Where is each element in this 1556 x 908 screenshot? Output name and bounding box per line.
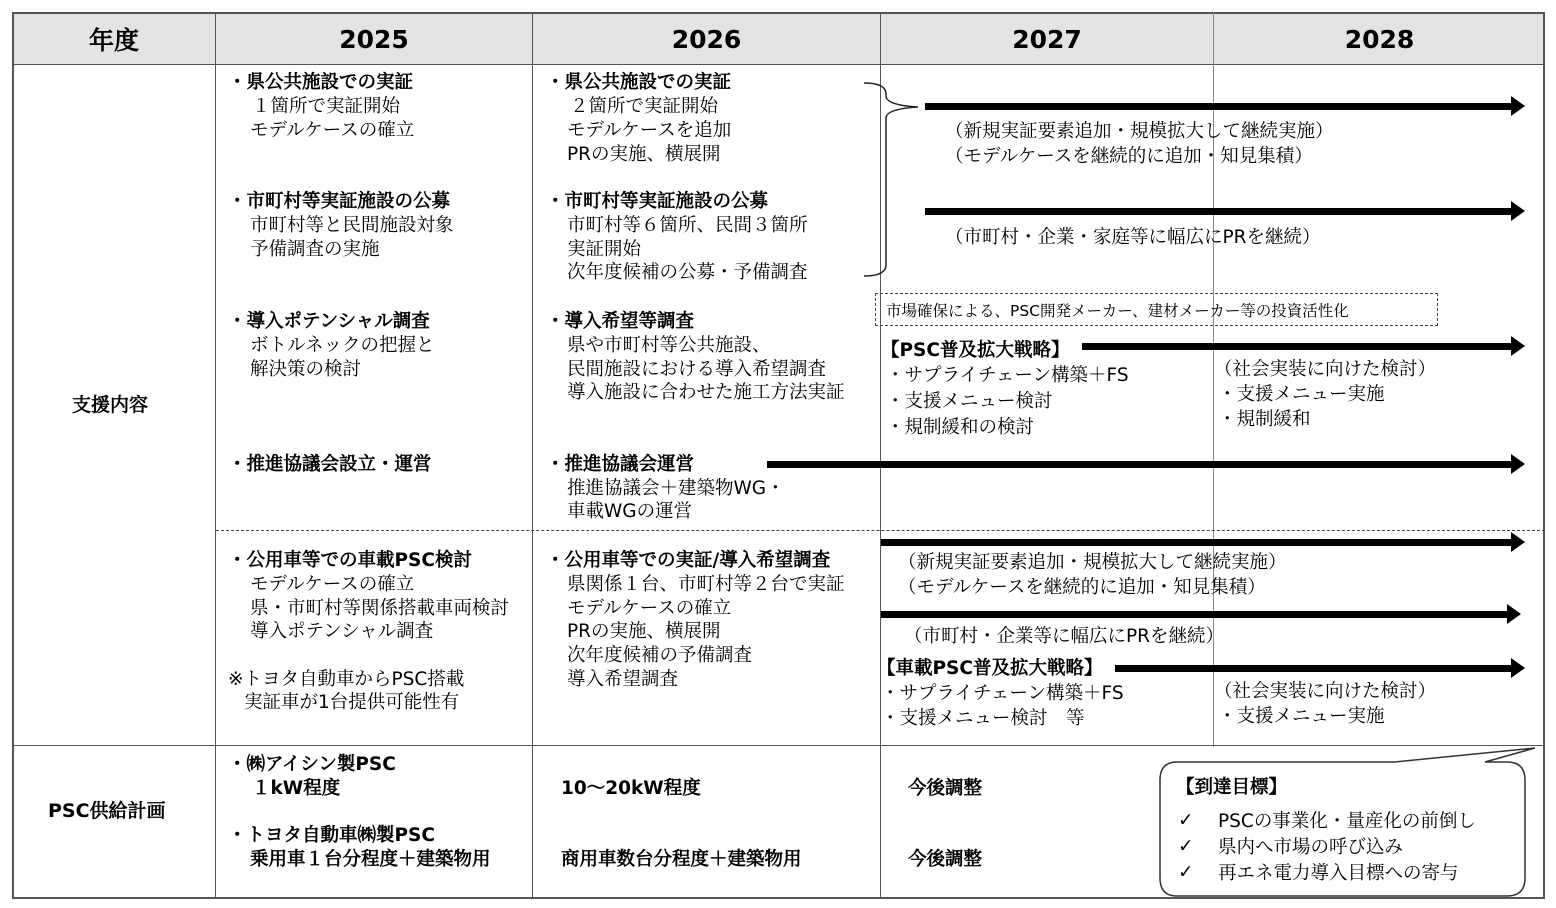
- header-2027: 2027: [881, 14, 1213, 64]
- y2025-b2-line1: 市町村等と民間施設対象: [250, 215, 454, 236]
- y2025-b3-title: ・導入ポテンシャル調査: [228, 311, 430, 332]
- y2026-b1-line2: モデルケースを追加: [567, 120, 732, 141]
- vehicle-strategy-title: 【車載PSC普及拡大戦略】: [877, 658, 1103, 679]
- y2026-b1-line1: ２箇所で実証開始: [570, 96, 719, 117]
- vehicle-a1-line2: （モデルケースを継続的に追加・知見集積）: [898, 577, 1266, 598]
- y2026-b2-line1: 市町村等６箇所、民間３箇所: [567, 215, 808, 236]
- col-divider-1: [215, 12, 216, 899]
- psc-strategy-line2: ・支援メニュー検討: [886, 391, 1053, 412]
- y2026-b4-line2: 車載WGの運営: [567, 501, 693, 522]
- supply-2027-line2: 今後調整: [908, 849, 983, 870]
- social-title: （社会実装に向けた検討）: [1214, 359, 1437, 380]
- arrow-municipal-pr: [925, 208, 1513, 215]
- y2026-b5-line4: 次年度候補の予備調査: [567, 645, 753, 666]
- goal-item-text: 再エネ電力導入目標への寄与: [1218, 863, 1459, 884]
- arrow-psc-strategy: [1082, 343, 1513, 350]
- y2025-b3-line1: ボトルネックの把握と: [250, 335, 435, 356]
- header-year-label: 年度: [13, 14, 215, 64]
- header-2025: 2025: [216, 14, 532, 64]
- psc-strategy-line3: ・規制緩和の検討: [886, 417, 1035, 438]
- arrow-vehicle-demo: [881, 539, 1513, 546]
- y2025-b5-title: ・公用車等での車載PSC検討: [228, 550, 472, 571]
- supply-2026-line1: 10～20kW程度: [561, 778, 701, 799]
- social-line1: ・支援メニュー実施: [1218, 384, 1385, 405]
- later-a1-line2: （モデルケースを継続的に追加・知見集積）: [945, 146, 1313, 167]
- y2026-b4-title: ・推進協議会運営: [546, 454, 695, 475]
- header-divider: [12, 64, 1545, 65]
- vehicle-social-line1: ・支援メニュー実施: [1218, 706, 1385, 727]
- y2026-b1-line3: PRの実施、横展開: [567, 144, 721, 165]
- goal-item: [1178, 833, 1476, 859]
- y2026-b3-line3: 導入施設に合わせた施工方法実証: [567, 382, 845, 403]
- y2025-b5-line1: モデルケースの確立: [250, 574, 415, 595]
- vehicle-strategy-line1: ・サプライチェーン構築＋FS: [881, 683, 1124, 704]
- y2025-b5-line2: 県・市町村等関係搭載車両検討: [250, 598, 510, 619]
- arrow-vehicle-pr: [881, 611, 1509, 618]
- goal-title: 【到達目標】: [1176, 777, 1288, 798]
- goal-list: [1178, 807, 1476, 885]
- check-icon: ✓: [1178, 861, 1194, 883]
- y2026-b3-title: ・導入希望等調査: [546, 311, 695, 332]
- dashed-divider: [216, 530, 1545, 531]
- y2026-b3-line2: 民間施設における導入希望調査: [567, 359, 827, 380]
- y2026-b5-title: ・公用車等での実証/導入希望調査: [546, 550, 831, 571]
- arrow-public-facility: [925, 103, 1513, 110]
- goal-item: [1178, 807, 1476, 833]
- arrow-vehicle-strategy: [1115, 665, 1513, 672]
- y2026-b2-line2: 実証開始: [567, 239, 642, 260]
- investment-text: 市場確保による、PSC開発メーカー、建材メーカー等の投資活性化: [886, 301, 1349, 320]
- supply-2025-line2: １kW程度: [252, 778, 341, 799]
- later-a2-line1: （市町村・企業・家庭等に幅広にPRを継続）: [945, 227, 1321, 248]
- y2025-b4-title: ・推進協議会設立・運営: [228, 454, 432, 475]
- y2026-b4-line1: 推進協議会＋建築物WG・: [567, 478, 785, 499]
- y2025-b1-line1: １箇所で実証開始: [252, 96, 401, 117]
- supply-2027-line1: 今後調整: [908, 778, 983, 799]
- y2025-b1-title: ・県公共施設での実証: [228, 72, 414, 93]
- goal-item-text: 県内へ市場の呼び込み: [1218, 837, 1404, 858]
- header-2028: 2028: [1214, 14, 1545, 64]
- check-icon: ✓: [1178, 809, 1194, 831]
- goal-item-text: PSCの事業化・量産化の前倒し: [1218, 811, 1476, 832]
- row-label-psc-supply: PSC供給計画: [48, 800, 166, 822]
- social-line2: ・規制緩和: [1218, 409, 1311, 430]
- check-icon: ✓: [1178, 835, 1194, 857]
- vehicle-a1-line1: （新規実証要素追加・規模拡大して継続実施）: [898, 552, 1287, 573]
- vehicle-a2-line1: （市町村・企業等に幅広にPRを継続）: [904, 626, 1225, 647]
- col-divider-2: [532, 12, 533, 899]
- row-label-support: 支援内容: [72, 394, 149, 416]
- goal-item: [1178, 859, 1476, 885]
- y2026-b5-line2: モデルケースの確立: [567, 598, 732, 619]
- y2025-note-line2: 実証車が1台提供可能性有: [244, 692, 460, 713]
- y2025-note-line1: ※トヨタ自動車からPSC搭載: [228, 669, 465, 690]
- header-2026: 2026: [533, 14, 880, 64]
- y2026-b3-line1: 県や市町村等公共施設、: [567, 335, 771, 356]
- supply-2025-line3: ・トヨタ自動車㈱製PSC: [228, 825, 435, 846]
- y2025-b2-title: ・市町村等実証施設の公募: [228, 191, 451, 212]
- vehicle-social-title: （社会実装に向けた検討）: [1214, 681, 1437, 702]
- supply-2025-line4: 乗用車１台分程度＋建築物用: [250, 849, 491, 870]
- psc-strategy-title: 【PSC普及拡大戦略】: [881, 340, 1070, 361]
- y2025-b5-line3: 導入ポテンシャル調査: [250, 621, 434, 642]
- y2025-b3-line2: 解決策の検討: [250, 359, 362, 380]
- later-a1-line1: （新規実証要素追加・規模拡大して継続実施）: [945, 121, 1334, 142]
- y2025-b1-line2: モデルケースの確立: [250, 120, 415, 141]
- investment-dashed-box: [875, 293, 1438, 326]
- supply-2025-line1: ・㈱アイシン製PSC: [228, 754, 396, 775]
- psc-strategy-line1: ・サプライチェーン構築＋FS: [886, 365, 1129, 386]
- y2026-b2-line3: 次年度候補の公募・予備調査: [567, 262, 808, 283]
- y2026-b5-line1: 県関係１台、市町村等２台で実証: [567, 574, 845, 595]
- vehicle-strategy-line2: ・支援メニュー検討 等: [881, 708, 1085, 729]
- y2026-b1-title: ・県公共施設での実証: [546, 72, 732, 93]
- brace-icon: [860, 80, 930, 280]
- y2025-b2-line2: 予備調査の実施: [250, 239, 380, 260]
- y2026-b2-title: ・市町村等実証施設の公募: [546, 191, 769, 212]
- arrow-council: [767, 461, 1513, 468]
- y2026-b5-line3: PRの実施、横展開: [567, 621, 721, 642]
- supply-2026-line2: 商用車数台分程度＋建築物用: [561, 849, 802, 870]
- y2026-b5-line5: 導入希望調査: [567, 669, 679, 690]
